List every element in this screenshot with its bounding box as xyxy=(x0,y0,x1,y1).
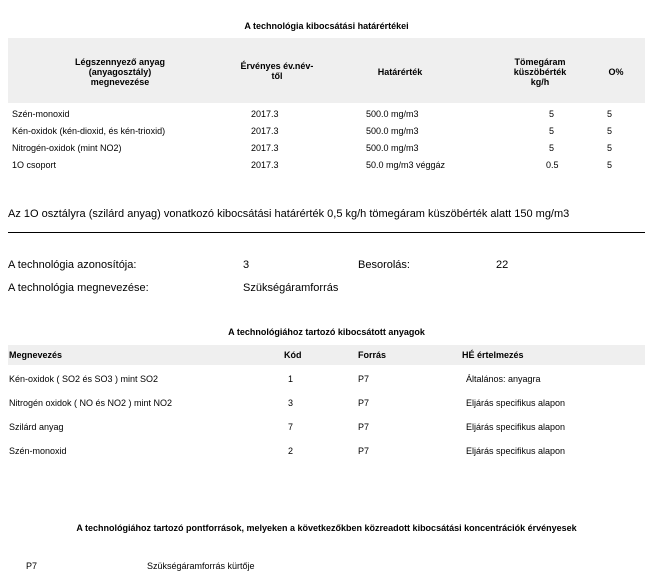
emitted-row-code: 3 xyxy=(288,398,294,408)
limits-title: A technológia kibocsátási határértékei xyxy=(244,21,409,31)
emitted-row-he: Eljárás specifikus alapon xyxy=(466,398,566,408)
emitted-title: A technológiához tartozó kibocsátott anyagok xyxy=(228,327,425,337)
tech-class-label: Besorolás: xyxy=(358,259,410,271)
header-code: Kód xyxy=(284,350,302,360)
header-name: Megnevezés xyxy=(9,350,63,360)
header-pollutant: Légszennyező anyag (anyagosztály) megnevezése xyxy=(74,57,166,87)
emitted-row-he: Általános: anyagra xyxy=(466,374,541,384)
emitted-row-source: P7 xyxy=(358,398,370,408)
point-sources-title: A technológiához tartozó pontforrások, melyeken a következőkben közreadott kibocsátási koncentrációk érvényesek xyxy=(76,523,577,533)
limit-row-year: 2017.3 xyxy=(251,143,279,153)
limit-row-o2: 5 xyxy=(607,109,613,119)
emitted-row-code: 2 xyxy=(288,446,294,456)
tech-name-value: Szükségáramforrás xyxy=(243,282,339,294)
emitted-row-code: 1 xyxy=(288,374,294,384)
emitted-row-name: Szilárd anyag xyxy=(9,422,64,432)
tech-name-label: A technológia megnevezése: xyxy=(8,282,149,294)
limit-row-value: 50.0 mg/m3 véggáz xyxy=(366,160,446,170)
point-source-code: P7 xyxy=(26,561,38,571)
emitted-row-he: Eljárás specifikus alapon xyxy=(466,422,566,432)
emitted-row-he: Eljárás specifikus alapon xyxy=(466,446,566,456)
limit-row-name: 1O csoport xyxy=(12,160,57,170)
limit-row-o2: 5 xyxy=(607,143,613,153)
limit-row-name: Nitrogén-oxidok (mint NO2) xyxy=(12,143,122,153)
limit-row-value: 500.0 mg/m3 xyxy=(366,109,419,119)
emitted-row-code: 7 xyxy=(288,422,294,432)
limit-row-year: 2017.3 xyxy=(251,126,279,136)
header-limit: Határérték xyxy=(377,67,423,77)
header-he: HÉ értelmezés xyxy=(462,350,524,360)
limit-row-value: 500.0 mg/m3 xyxy=(366,126,419,136)
emitted-row-source: P7 xyxy=(358,422,370,432)
limit-row-o2: 5 xyxy=(607,126,613,136)
section-divider xyxy=(8,232,645,233)
limits-note: Az 1O osztályra (szilárd anyag) vonatkozó kibocsátási határérték 0,5 kg/h tömegáram küszöbérték alatt 150 mg/m3 xyxy=(8,208,570,220)
limit-row-name: Szén-monoxid xyxy=(12,109,70,119)
limit-row-value: 500.0 mg/m3 xyxy=(366,143,419,153)
tech-class-value: 22 xyxy=(496,259,509,271)
tech-id-value: 3 xyxy=(243,259,250,271)
point-source-name: Szükségáramforrás kürtője xyxy=(147,561,255,571)
limit-row-mass: 5 xyxy=(549,126,555,136)
limit-row-year: 2017.3 xyxy=(251,160,279,170)
limit-row-mass: 0.5 xyxy=(546,160,559,170)
emitted-row-name: Kén-oxidok ( SO2 és SO3 ) mint SO2 xyxy=(9,374,159,384)
emitted-header-band xyxy=(8,345,645,365)
emitted-row-name: Nitrogén oxidok ( NO és NO2 ) mint NO2 xyxy=(9,398,173,408)
limit-row-year: 2017.3 xyxy=(251,109,279,119)
limit-row-o2: 5 xyxy=(607,160,613,170)
limit-row-mass: 5 xyxy=(549,143,555,153)
header-source: Forrás xyxy=(358,350,387,360)
limit-row-mass: 5 xyxy=(549,109,555,119)
header-mass-threshold: Tömegáram küszöbérték kg/h xyxy=(513,57,567,87)
header-o2: O% xyxy=(608,67,624,77)
emitted-row-source: P7 xyxy=(358,374,370,384)
header-valid-from: Érvényes év.név- től xyxy=(240,61,314,81)
emitted-row-name: Szén-monoxid xyxy=(9,446,67,456)
emitted-row-source: P7 xyxy=(358,446,370,456)
limit-row-name: Kén-oxidok (kén-dioxid, és kén-trioxid) xyxy=(12,126,166,136)
tech-id-label: A technológia azonosítója: xyxy=(8,259,137,271)
